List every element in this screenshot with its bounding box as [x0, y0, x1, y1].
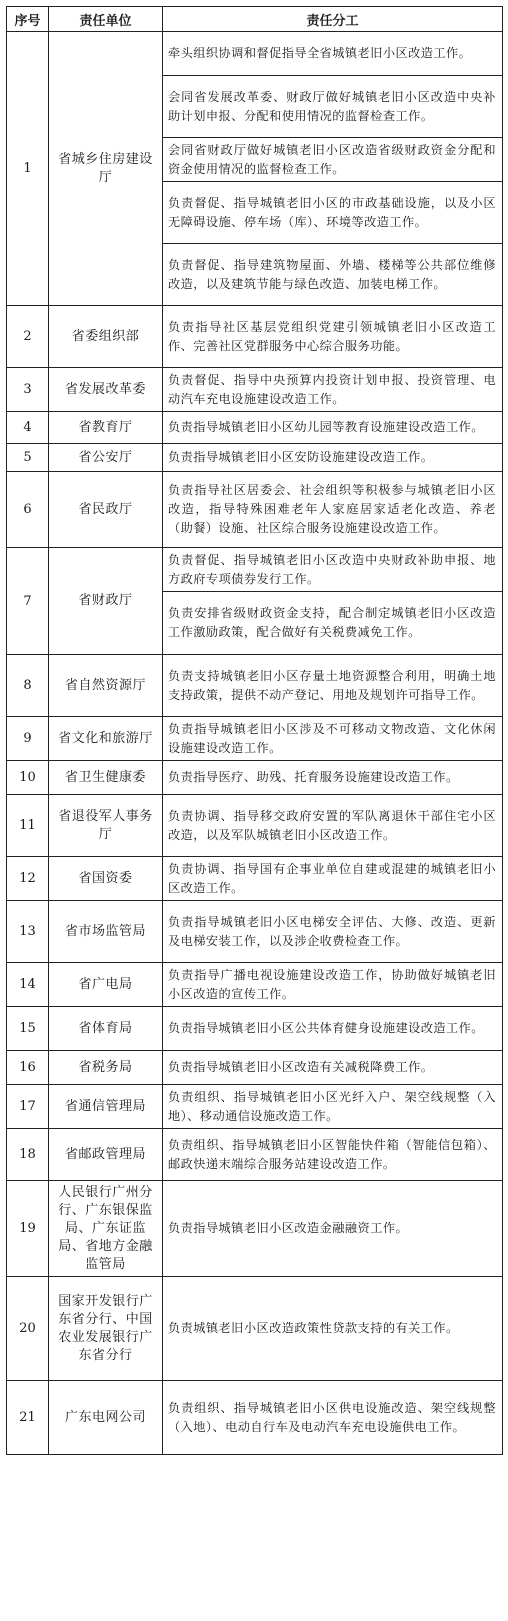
responsibility-cell: 负责组织、指导城镇老旧小区光纤入户、架空线规整（入地）、移动通信设施改造工作。 [163, 1085, 503, 1129]
serial-number-cell: 5 [7, 444, 49, 472]
serial-number-cell: 19 [7, 1181, 49, 1277]
table-row [7, 1129, 503, 1181]
serial-number-cell: 4 [7, 412, 49, 444]
table-row [7, 1277, 503, 1381]
responsibility-cell: 负责指导城镇老旧小区涉及不可移动文物改造、文化休闲设施建设改造工作。 [163, 717, 503, 761]
responsible-unit-cell: 省发展改革委 [49, 368, 163, 412]
responsibility-cell: 会同省财政厅做好城镇老旧小区改造省级财政资金分配和资金使用情况的监督检查工作。 [163, 138, 503, 182]
responsibility-cell: 负责指导城镇老旧小区幼儿园等教育设施建设改造工作。 [163, 412, 503, 444]
table-row [7, 1181, 503, 1277]
responsible-unit-cell: 省文化和旅游厅 [49, 717, 163, 761]
serial-number-cell: 3 [7, 368, 49, 412]
table-row [7, 472, 503, 548]
serial-number-cell: 11 [7, 795, 49, 857]
responsibility-cell: 负责指导社区基层党组织党建引领城镇老旧小区改造工作、完善社区党群服务中心综合服务功能。 [163, 306, 503, 368]
header-responsible-unit: 责任单位 [49, 7, 163, 32]
responsible-unit-cell: 省城乡住房建设厅 [49, 32, 163, 306]
serial-number-cell: 12 [7, 857, 49, 901]
responsible-unit-cell: 省委组织部 [49, 306, 163, 368]
header-row [7, 7, 503, 32]
serial-number-cell: 7 [7, 548, 49, 655]
serial-number-cell: 15 [7, 1007, 49, 1051]
table-row [7, 412, 503, 444]
responsible-unit-cell: 国家开发银行广东省分行、中国农业发展银行广东省分行 [49, 1277, 163, 1381]
table-row [7, 717, 503, 761]
responsibility-cell: 负责组织、指导城镇老旧小区智能快件箱（智能信包箱）、邮政快递末端综合服务站建设改造工作。 [163, 1129, 503, 1181]
table-header [7, 7, 503, 32]
table-row [7, 857, 503, 901]
table-body [7, 32, 503, 1455]
responsibility-cell: 负责指导广播电视设施建设改造工作，协助做好城镇老旧小区改造的宣传工作。 [163, 963, 503, 1007]
responsible-unit-cell: 省通信管理局 [49, 1085, 163, 1129]
responsibility-cell: 负责督促、指导城镇老旧小区改造中央财政补助申报、地方政府专项债券发行工作。 [163, 548, 503, 592]
responsible-unit-cell: 省邮政管理局 [49, 1129, 163, 1181]
header-serial-number: 序号 [7, 7, 49, 32]
serial-number-cell: 8 [7, 655, 49, 717]
table-row [7, 963, 503, 1007]
responsibility-cell: 负责指导城镇老旧小区公共体育健身设施建设改造工作。 [163, 1007, 503, 1051]
serial-number-cell: 16 [7, 1051, 49, 1085]
responsibility-cell: 负责督促、指导建筑物屋面、外墙、楼梯等公共部位维修改造，以及建筑节能与绿色改造、加装电梯工作。 [163, 244, 503, 306]
responsible-unit-cell: 省国资委 [49, 857, 163, 901]
table-row [7, 306, 503, 368]
table-row [7, 1007, 503, 1051]
responsibility-cell: 负责协调、指导国有企事业单位自建或混建的城镇老旧小区改造工作。 [163, 857, 503, 901]
table-row [7, 1085, 503, 1129]
responsibility-cell: 负责城镇老旧小区改造政策性贷款支持的有关工作。 [163, 1277, 503, 1381]
responsibility-cell: 牵头组织协调和督促指导全省城镇老旧小区改造工作。 [163, 32, 503, 76]
responsibility-cell: 负责督促、指导城镇老旧小区的市政基础设施，以及小区无障碍设施、停车场（库）、环境等改造工作。 [163, 182, 503, 244]
responsibility-table [6, 6, 503, 1455]
table-row [7, 548, 503, 592]
serial-number-cell: 21 [7, 1381, 49, 1455]
responsible-unit-cell: 省教育厅 [49, 412, 163, 444]
responsible-unit-cell: 省体育局 [49, 1007, 163, 1051]
serial-number-cell: 2 [7, 306, 49, 368]
responsibility-cell: 负责组织、指导城镇老旧小区供电设施改造、架空线规整（入地）、电动自行车及电动汽车充电设施供电工作。 [163, 1381, 503, 1455]
responsibility-cell: 负责指导城镇老旧小区电梯安全评估、大修、改造、更新及电梯安装工作，以及涉企收费检查工作。 [163, 901, 503, 963]
responsibility-cell: 负责协调、指导移交政府安置的军队离退休干部住宅小区改造，以及军队城镇老旧小区改造工作。 [163, 795, 503, 857]
table-row [7, 901, 503, 963]
responsible-unit-cell: 省市场监管局 [49, 901, 163, 963]
serial-number-cell: 9 [7, 717, 49, 761]
responsible-unit-cell: 省税务局 [49, 1051, 163, 1085]
responsibility-cell: 负责指导社区居委会、社会组织等积极参与城镇老旧小区改造，指导特殊困难老年人家庭居家适老化改造、养老（助餐）设施、社区综合服务设施建设改造工作。 [163, 472, 503, 548]
table-row [7, 795, 503, 857]
responsible-unit-cell: 省退役军人事务厅 [49, 795, 163, 857]
responsibility-cell: 会同省发展改革委、财政厅做好城镇老旧小区改造中央补助计划申报、分配和使用情况的监督检查工作。 [163, 76, 503, 138]
responsible-unit-cell: 人民银行广州分行、广东银保监局、广东证监局、省地方金融监管局 [49, 1181, 163, 1277]
serial-number-cell: 1 [7, 32, 49, 306]
responsibility-cell: 负责指导城镇老旧小区改造有关减税降费工作。 [163, 1051, 503, 1085]
serial-number-cell: 6 [7, 472, 49, 548]
responsibility-cell: 负责指导医疗、助残、托育服务设施建设改造工作。 [163, 761, 503, 795]
responsible-unit-cell: 广东电网公司 [49, 1381, 163, 1455]
serial-number-cell: 10 [7, 761, 49, 795]
header-responsibility: 责任分工 [163, 7, 503, 32]
table-row [7, 32, 503, 76]
table-row [7, 1051, 503, 1085]
responsible-unit-cell: 省公安厅 [49, 444, 163, 472]
responsible-unit-cell: 省财政厅 [49, 548, 163, 655]
responsibility-cell: 负责支持城镇老旧小区存量土地资源整合利用，明确土地支持政策，提供不动产登记、用地及规划许可指导工作。 [163, 655, 503, 717]
serial-number-cell: 20 [7, 1277, 49, 1381]
responsibility-cell: 负责督促、指导中央预算内投资计划申报、投资管理、电动汽车充电设施建设改造工作。 [163, 368, 503, 412]
table-row [7, 1381, 503, 1455]
serial-number-cell: 18 [7, 1129, 49, 1181]
responsible-unit-cell: 省自然资源厅 [49, 655, 163, 717]
responsibility-cell: 负责指导城镇老旧小区改造金融融资工作。 [163, 1181, 503, 1277]
responsibility-cell: 负责安排省级财政资金支持，配合制定城镇老旧小区改造工作激励政策，配合做好有关税费减免工作。 [163, 592, 503, 655]
responsible-unit-cell: 省民政厅 [49, 472, 163, 548]
table-row [7, 368, 503, 412]
responsible-unit-cell: 省卫生健康委 [49, 761, 163, 795]
table-row [7, 655, 503, 717]
serial-number-cell: 14 [7, 963, 49, 1007]
serial-number-cell: 17 [7, 1085, 49, 1129]
table-row [7, 444, 503, 472]
responsible-unit-cell: 省广电局 [49, 963, 163, 1007]
responsibility-table-page [6, 6, 502, 1455]
responsibility-cell: 负责指导城镇老旧小区安防设施建设改造工作。 [163, 444, 503, 472]
serial-number-cell: 13 [7, 901, 49, 963]
table-row [7, 761, 503, 795]
